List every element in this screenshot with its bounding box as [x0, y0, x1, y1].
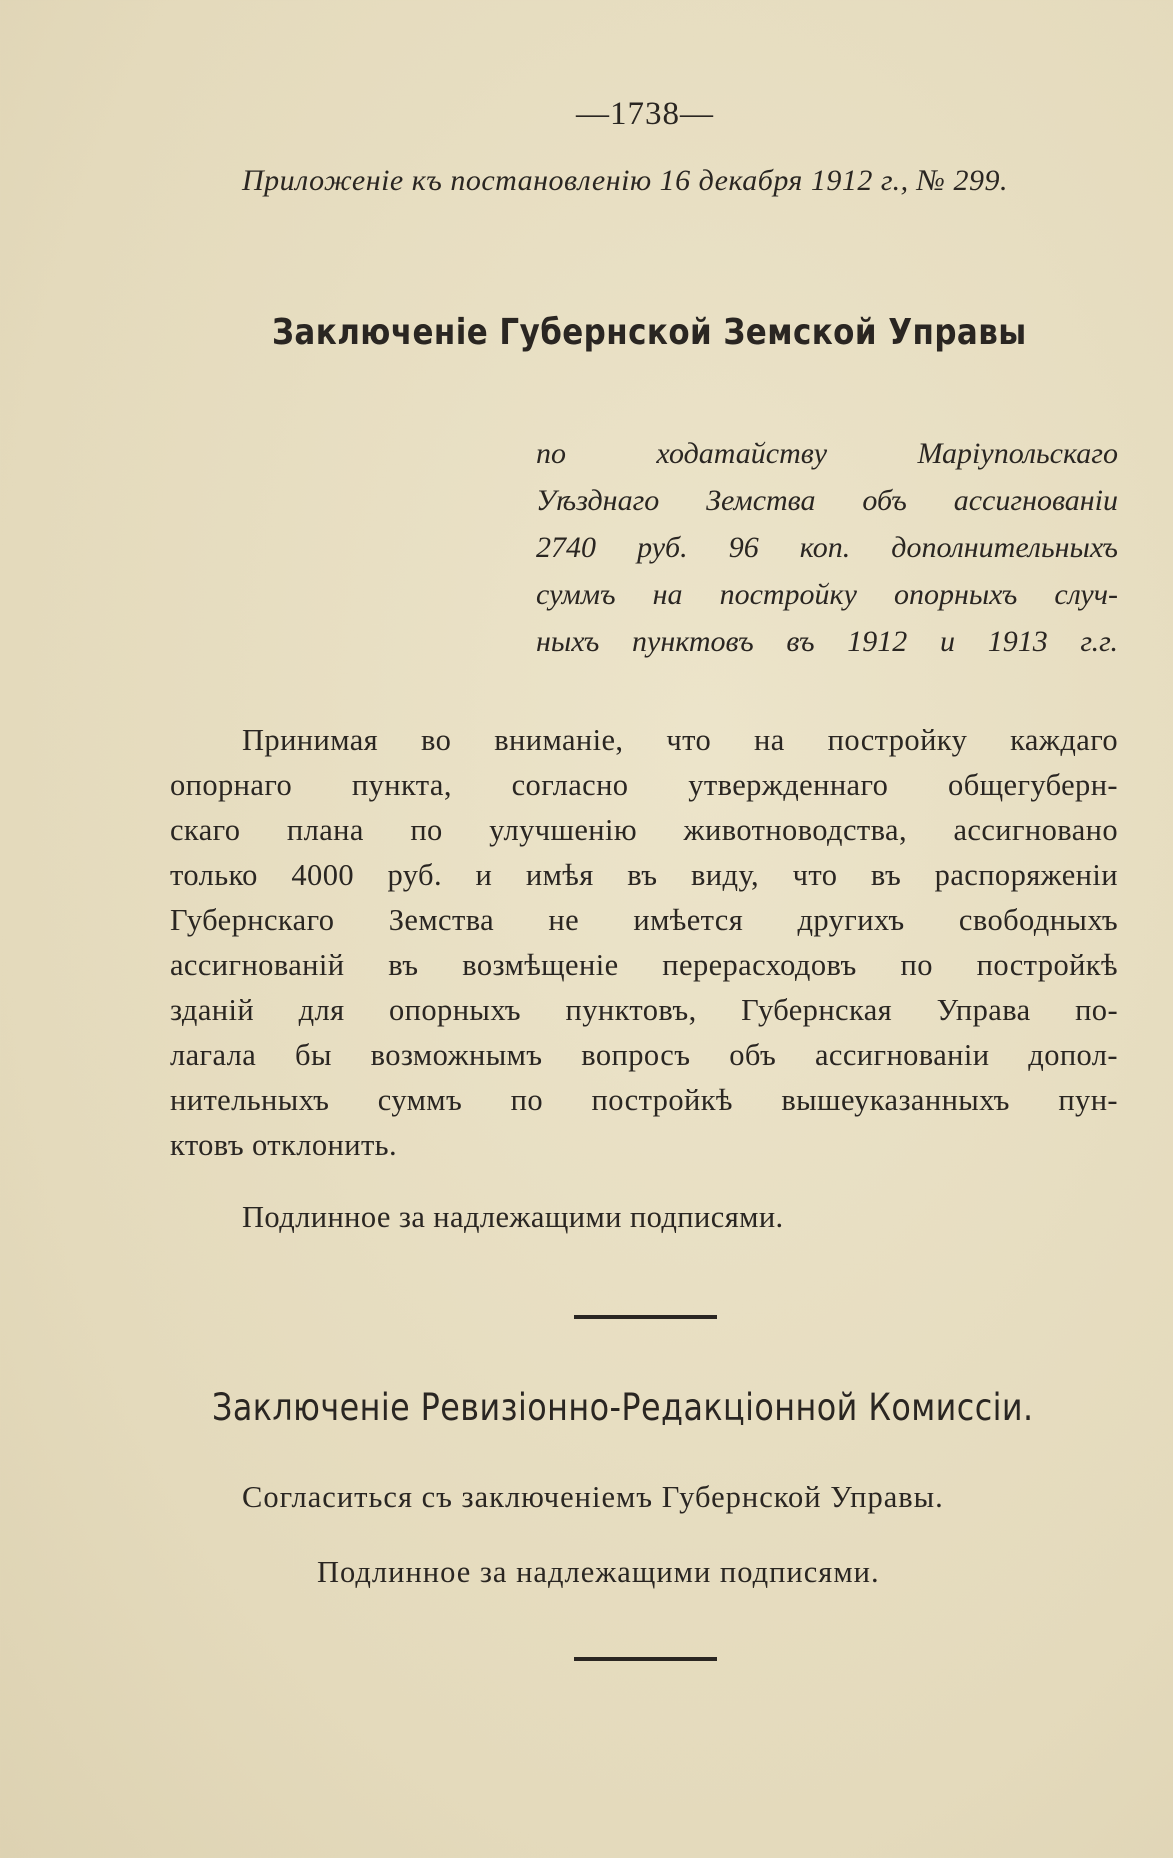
- body-line: зданій для опорныхъ пунктовъ, Губернская Управа по-: [170, 993, 1118, 1027]
- subtitle-line: 2740 руб. 96 коп. дополнительныхъ: [536, 531, 1118, 564]
- section-divider: [574, 1657, 717, 1661]
- section-2-signature-note: Подлинное за надлежащими подписями.: [317, 1555, 880, 1589]
- body-line: опорнаго пункта, согласно утвержденнаго общегуберн-: [170, 768, 1118, 802]
- body-line: Принимая во вниманіе, что на постройку каждаго: [242, 723, 1118, 757]
- body-line: ассигнованій въ возмѣщеніе перерасходовъ по постройкѣ: [170, 948, 1118, 982]
- section-1-title: Заключеніе Губернской Земской Управы: [272, 312, 1027, 353]
- body-line: только 4000 руб. и имѣя въ виду, что въ распоряженіи: [170, 858, 1118, 892]
- body-line: нительныхъ суммъ по постройкѣ вышеуказанныхъ пун-: [170, 1083, 1118, 1117]
- body-line: ктовъ отклонить.: [170, 1128, 398, 1162]
- section-2-title: Заключеніе Ревизіонно-Редакціонной Комиссіи.: [212, 1386, 1034, 1429]
- subtitle-line: ныхъ пунктовъ въ 1912 и 1913 г.г.: [536, 625, 1118, 658]
- section-1-subtitle: [536, 430, 1118, 665]
- body-line: скаго плана по улучшенію животноводства, ассигновано: [170, 813, 1118, 847]
- page-number: —1738—: [576, 96, 714, 132]
- body-line: Губернскаго Земства не имѣется другихъ свободныхъ: [170, 903, 1118, 937]
- subtitle-line: Уѣзднаго Земства объ ассигнованіи: [536, 484, 1118, 517]
- section-1-body: [170, 718, 1118, 1168]
- section-2-text: Согласиться съ заключеніемъ Губернской Управы.: [242, 1480, 944, 1514]
- section-1-signature-note: Подлинное за надлежащими подписями.: [242, 1200, 784, 1234]
- body-line: лагала бы возможнымъ вопросъ объ ассигнованіи допол-: [170, 1038, 1118, 1072]
- subtitle-line: по ходатайству Маріупольскаго: [536, 437, 1118, 470]
- subtitle-line: суммъ на постройку опорныхъ случ-: [536, 578, 1118, 611]
- appendix-note: Приложеніе къ постановленію 16 декабря 1912 г., № 299.: [242, 164, 1008, 197]
- section-divider: [574, 1315, 717, 1319]
